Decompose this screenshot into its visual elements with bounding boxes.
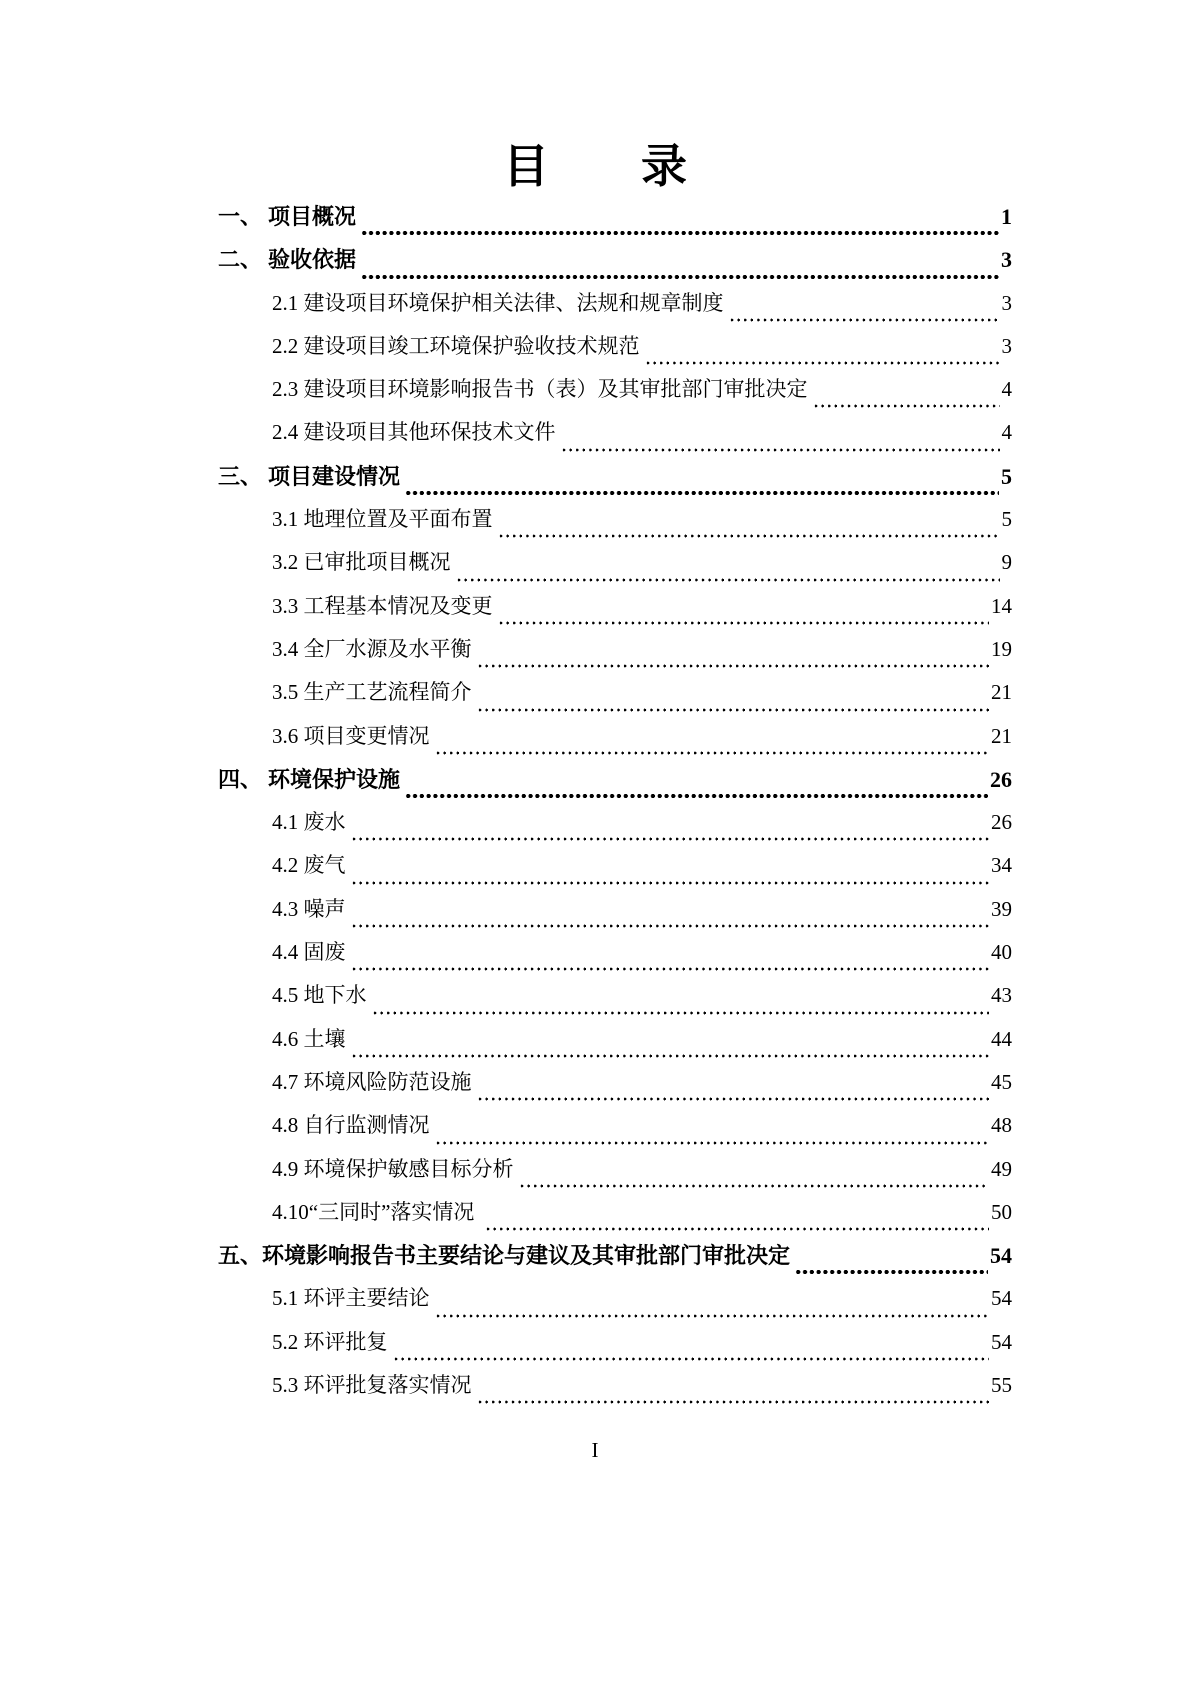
dot-leader: [485, 1226, 989, 1232]
toc-entry: [218, 243, 1012, 286]
toc-entry-number: 三、: [218, 463, 263, 489]
toc-entry: [218, 763, 1012, 806]
toc-entry-title: 环境影响报告书主要结论与建议及其审批部门审批决定: [262, 1243, 791, 1269]
toc-entry-number: 五、: [218, 1243, 263, 1269]
toc-entry-number: 4.7: [272, 1069, 304, 1094]
dot-leader: [729, 317, 1000, 323]
toc-entry-number: 2.4: [272, 420, 304, 445]
toc-entry-number: 一、: [218, 204, 263, 229]
toc-entry: [218, 503, 1012, 546]
toc-entry-title: 环境保护设施: [268, 766, 401, 792]
toc-entry-number: 二、: [218, 247, 263, 273]
toc-entry-page: 21: [991, 723, 1012, 748]
toc-entry-page: 43: [991, 983, 1012, 1008]
dot-leader: [393, 1356, 990, 1362]
toc-entry-page: 26: [990, 766, 1012, 792]
toc-entry-number: 四、: [218, 766, 263, 792]
toc-entry-number: 5.1: [272, 1286, 304, 1311]
toc-entry-page: 45: [991, 1069, 1012, 1094]
toc-entry-title: 建设项目竣工环境保护验收技术规范: [303, 333, 640, 358]
toc-entry: [218, 416, 1012, 459]
dot-leader: [361, 273, 999, 281]
toc-entry-page: 44: [991, 1026, 1012, 1051]
dot-leader: [813, 403, 1000, 409]
toc-entry-title: 工程基本情况及变更: [303, 593, 493, 618]
toc-entry-page: 55: [991, 1373, 1012, 1398]
toc-entry-title: 固废: [303, 940, 346, 965]
toc-entry: [218, 806, 1012, 849]
toc-entry-title: “三同时”落实情况: [308, 1199, 480, 1224]
dot-leader: [351, 836, 990, 842]
toc-entry: [218, 200, 1012, 243]
toc-entry-title: 环评主要结论: [303, 1286, 430, 1311]
toc-entry-number: 3.3: [272, 593, 304, 618]
toc-entry-title: 项目概况: [268, 204, 357, 229]
toc-entry-page: 4: [1001, 377, 1012, 402]
toc-entry-title: 噪声: [303, 896, 346, 921]
toc-entry: [218, 979, 1012, 1022]
dot-leader: [498, 620, 990, 626]
toc-entry-page: 40: [991, 940, 1012, 965]
toc-entry-title: 土壤: [303, 1026, 346, 1051]
dot-leader: [795, 1268, 988, 1276]
toc-entry: [218, 287, 1012, 330]
toc-entry-page: 3: [1001, 247, 1012, 273]
dot-leader: [477, 707, 990, 713]
toc-entry-page: 3: [1001, 290, 1012, 315]
toc-entry-number: 4.2: [272, 853, 304, 878]
toc-entry-number: 2.2: [272, 333, 304, 358]
toc-entry-number: 4.8: [272, 1113, 304, 1138]
toc-entry-number: 5.2: [272, 1329, 304, 1354]
toc-entry: [218, 633, 1012, 676]
toc-entry-title: 项目建设情况: [268, 463, 401, 489]
toc-entry-number: 4.3: [272, 896, 304, 921]
dot-leader: [435, 1313, 990, 1319]
toc-entry: [218, 1326, 1012, 1369]
toc-entry: [218, 849, 1012, 892]
toc-entry: [218, 1196, 1012, 1239]
toc-entry: [218, 1023, 1012, 1066]
dot-leader: [351, 880, 990, 886]
dot-leader: [435, 750, 990, 756]
dot-leader: [498, 533, 1000, 539]
toc-entry: [218, 1369, 1012, 1412]
toc-entry-title: 建设项目环境影响报告书（表）及其审批部门审批决定: [303, 377, 808, 402]
toc-entry-title: 环境风险防范设施: [303, 1069, 472, 1094]
toc-entry: [218, 720, 1012, 763]
toc-entry-number: 4.5: [272, 983, 304, 1008]
dot-leader: [405, 792, 988, 800]
toc-entry-number: 3.2: [272, 550, 304, 575]
toc-entry-title: 全厂水源及水平衡: [303, 636, 472, 661]
dot-leader: [351, 923, 990, 929]
toc-entry-page: 9: [1001, 550, 1012, 575]
toc-entry-number: 4.4: [272, 940, 304, 965]
toc-entry-title: 地理位置及平面布置: [303, 507, 493, 532]
toc-entry-number: 3.5: [272, 680, 304, 705]
dot-leader: [645, 360, 1000, 366]
dot-leader: [477, 1399, 990, 1405]
dot-leader: [405, 489, 999, 497]
toc-entry-page: 5: [1001, 463, 1012, 489]
toc-entry-page: 1: [1001, 204, 1012, 229]
toc-entry-page: 5: [1001, 507, 1012, 532]
toc-entry-title: 验收依据: [268, 247, 357, 273]
toc-entry: [218, 1239, 1012, 1282]
toc-entry-number: 4.6: [272, 1026, 304, 1051]
toc-entry-title: 生产工艺流程简介: [303, 680, 472, 705]
toc-entry-number: 4.1: [272, 810, 304, 835]
toc-entry-number: 3.4: [272, 636, 304, 661]
toc-entry: [218, 676, 1012, 719]
toc-entry: [218, 1153, 1012, 1196]
dot-leader: [351, 1053, 990, 1059]
toc-entry-page: 49: [991, 1156, 1012, 1181]
toc-entry-title: 建设项目环境保护相关法律、法规和规章制度: [303, 290, 724, 315]
toc-entry-page: 21: [991, 680, 1012, 705]
toc-entry-page: 34: [991, 853, 1012, 878]
toc-entry-title: 项目变更情况: [303, 723, 430, 748]
dot-leader: [561, 447, 1000, 453]
toc-entry-page: 50: [991, 1199, 1012, 1224]
toc-entry-page: 48: [991, 1113, 1012, 1138]
page-title: 目 录: [503, 141, 687, 192]
toc-entry-number: 5.3: [272, 1373, 304, 1398]
toc-entry: [218, 546, 1012, 589]
toc-entry-page: 54: [990, 1243, 1012, 1269]
toc-entry: [218, 373, 1012, 416]
dot-leader: [519, 1183, 990, 1189]
table-of-contents: [218, 200, 1012, 1412]
toc-entry-title: 环评批复落实情况: [303, 1373, 472, 1398]
toc-entry-title: 环评批复: [303, 1329, 388, 1354]
toc-entry: [218, 1066, 1012, 1109]
toc-entry-page: 54: [991, 1286, 1012, 1311]
toc-entry: [218, 1109, 1012, 1152]
toc-entry-title: 自行监测情况: [303, 1113, 430, 1138]
toc-entry: [218, 590, 1012, 633]
toc-entry: [218, 893, 1012, 936]
toc-entry-number: 2.3: [272, 377, 304, 402]
toc-entry-page: 54: [991, 1329, 1012, 1354]
toc-entry-number: 4.9: [272, 1156, 304, 1181]
toc-entry-page: 39: [991, 896, 1012, 921]
toc-entry-page: 19: [991, 636, 1012, 661]
dot-leader: [372, 1010, 990, 1016]
toc-entry: [218, 460, 1012, 503]
toc-entry-number: 2.1: [272, 290, 304, 315]
footer-page-number: I: [591, 1438, 599, 1462]
toc-entry-number: 4.10: [272, 1199, 309, 1224]
toc-entry-title: 建设项目其他环保技术文件: [303, 420, 556, 445]
toc-entry-title: 废气: [303, 853, 346, 878]
dot-leader: [477, 663, 990, 669]
toc-entry-title: 废水: [303, 810, 346, 835]
toc-entry-page: 26: [991, 810, 1012, 835]
toc-entry-number: 3.1: [272, 507, 304, 532]
toc-entry-title: 环境保护敏感目标分析: [303, 1156, 514, 1181]
toc-entry: [218, 330, 1012, 373]
toc-entry-page: 14: [991, 593, 1012, 618]
toc-entry-title: 地下水: [303, 983, 367, 1008]
toc-entry-title: 已审批项目概况: [303, 550, 451, 575]
dot-leader: [361, 229, 999, 237]
toc-entry-number: 3.6: [272, 723, 304, 748]
toc-entry: [218, 936, 1012, 979]
toc-entry-page: 4: [1001, 420, 1012, 445]
toc-entry: [218, 1282, 1012, 1325]
dot-leader: [456, 577, 1000, 583]
dot-leader: [351, 966, 990, 972]
dot-leader: [435, 1140, 990, 1146]
dot-leader: [477, 1096, 990, 1102]
toc-entry-page: 3: [1001, 333, 1012, 358]
